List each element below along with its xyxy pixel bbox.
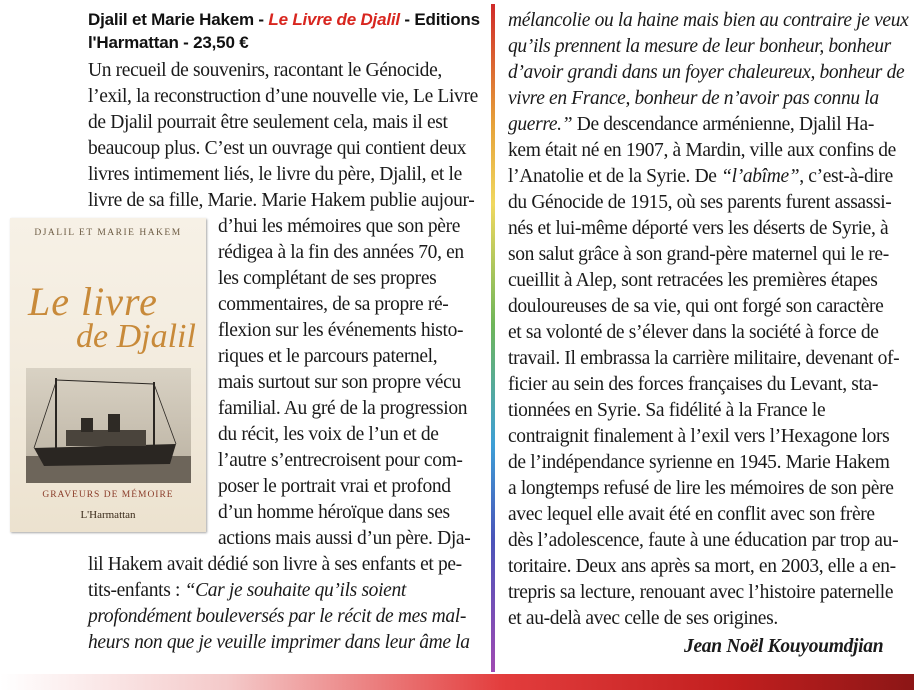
left-text-line: commentaires, de sa propre ré- (218, 294, 449, 315)
right-text-line: toritaire. Deux ans après sa mort, en 2003, elle a en- (508, 556, 896, 577)
left-text-line: mais surtout sur son propre vécu (218, 372, 461, 393)
bottom-color-bar (0, 674, 914, 690)
left-text-line: l’autre s’entrecroisent pour com- (218, 450, 463, 471)
left-text-line: rédigea à la fin des années 70, en (218, 242, 464, 263)
left-text-line: les complétant de ses propres (218, 268, 437, 289)
right-text-line: travail. Il embrassa la carrière militaire, devenant of- (508, 348, 900, 369)
header-publisher: Editions (414, 10, 480, 29)
left-text-line: flexion sur les événements histo- (218, 320, 464, 341)
right-text-line: ficier au sein des forces françaises du Levant, sta- (508, 374, 879, 395)
right-text-line: trepris sa lecture, renouant avec l’histoire paternelle (508, 582, 894, 603)
right-text-line: cueillit à Alep, sont retracées les premières étapes (508, 270, 878, 291)
column-divider (491, 4, 495, 672)
left-text-line: beaucoup plus. C’est un ouvrage qui contient deux (88, 138, 467, 159)
left-text-line: livres intimement liés, le livre du père, Djalil, et le (88, 164, 462, 185)
right-text-line: vivre en France, bonheur de n’avoir pas connu la (508, 88, 879, 109)
cover-collection: GRAVEURS DE MÉMOIRE (42, 490, 174, 500)
right-text-line: l’Anatolie et de la Syrie. De “l’abîme”, c’est-à-dire (508, 166, 893, 187)
right-text-line: contraignit finalement à l’exil vers l’Hexagone lors (508, 426, 890, 447)
right-text-line: et sa volonté de s’élever dans la société à force de (508, 322, 879, 343)
left-text-line: tits-enfants : “Car je souhaite qu’ils soient (88, 580, 406, 601)
right-text-line: kem était né en 1907, à Mardin, ville aux confins de (508, 140, 896, 161)
left-text-line: lil Hakem avait dédié son livre à ses enfants et pe- (88, 554, 462, 575)
header-authors: Djalil et Marie Hakem (88, 10, 254, 29)
right-text-line: du Génocide de 1915, où ses parents furent assassi- (508, 192, 892, 213)
cover-title-line1: Le livre (28, 279, 158, 324)
left-text-line: riques et le parcours paternel, (218, 346, 438, 367)
right-text-line: de l’indépendance syrienne en 1945. Marie Hakem (508, 452, 890, 473)
right-text-line: qu’ils prennent la mesure de leur bonheur, bonheur (508, 36, 891, 57)
right-text-line: son salut grâce à son grand-père maternel qui le re- (508, 244, 889, 265)
left-text-line: livre de sa fille, Marie. Marie Hakem publie aujour- (88, 190, 475, 211)
cover-publisher: L'Harmattan (80, 509, 136, 521)
left-text-line: heurs non que je veuille imprimer dans leur âme la (88, 632, 470, 653)
book-cover-image (10, 218, 206, 532)
ship-photo (26, 368, 191, 483)
left-text-line: l’exil, la reconstruction d’une nouvelle vie, Le Livre (88, 86, 478, 107)
right-text-line: d’avoir grandi dans un foyer chaleureux, bonheur de (508, 62, 905, 83)
left-text-line: d’un homme héroïque dans ses (218, 502, 450, 523)
left-text-line: familial. Au gré de la progression (218, 398, 468, 419)
header-line-1: Djalil et Marie Hakem - Le Livre de Djalil - Editions (88, 10, 480, 29)
right-text-line: nés et lui-même déporté vers les déserts de Syrie, à (508, 218, 889, 239)
right-text-line: dès l’adolescence, faute à une éducation par trop au- (508, 530, 899, 551)
right-text-line: et au-delà avec celle de ses origines. (508, 608, 778, 629)
left-text-line: actions mais aussi d’un père. Dja- (218, 528, 471, 549)
right-text-line: mélancolie ou la haine mais bien au contraire je veux (508, 10, 909, 31)
right-text-line: guerre.” De descendance arménienne, Djalil Ha- (508, 114, 874, 135)
left-text-line: profondément bouleversés par le récit de mes mal- (88, 606, 466, 627)
cover-authors: DJALIL ET MARIE HAKEM (34, 228, 182, 238)
header-book-title: Le Livre de Djalil (268, 10, 400, 29)
right-text-line: douloureuses de sa vie, qui ont forgé son caractère (508, 296, 884, 317)
left-text-line: poser le portrait vrai et profond (218, 476, 451, 497)
left-text-line: de Djalil pourrait être seulement cela, mais il est (88, 112, 448, 133)
cover-title-line2: de Djalil (76, 318, 196, 355)
left-text-line: Un recueil de souvenirs, racontant le Génocide, (88, 60, 442, 81)
right-text-line: avec lequel elle avait été en conflit avec son frère (508, 504, 875, 525)
header-line-2: l'Harmattan - 23,50 € (88, 33, 249, 52)
article-header (88, 8, 488, 54)
left-text-line: d’hui les mémoires que son père (218, 216, 461, 237)
right-text-line: tionnées en Syrie. Sa fidélité à la France le (508, 400, 826, 421)
left-text-line: du récit, les voix de l’un et de (218, 424, 439, 445)
right-text-line: a longtemps refusé de lire les mémoires de son père (508, 478, 894, 499)
author-signature: Jean Noël Kouyoumdjian (684, 636, 884, 657)
